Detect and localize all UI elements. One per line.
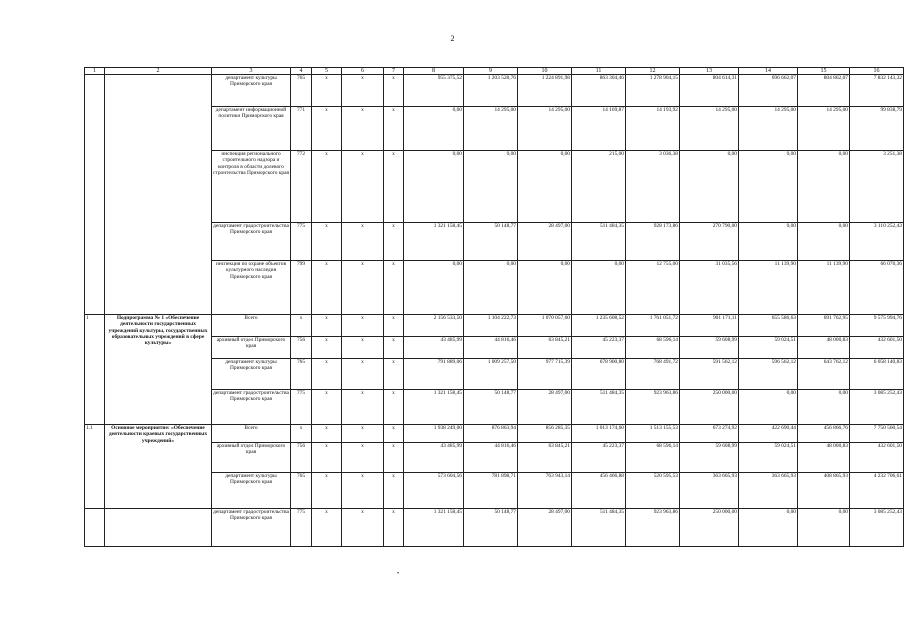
section-cell: x xyxy=(312,75,342,107)
target-article-cell: x xyxy=(342,107,384,151)
amount-cell: 14 295,00 xyxy=(739,107,798,151)
target-article-cell: x xyxy=(342,359,384,390)
amount-cell: 804 862,07 xyxy=(798,75,850,107)
amount-cell: 0,00 xyxy=(798,223,850,261)
executor-cell: архивный отдел Приморского края xyxy=(212,443,291,473)
amount-cell: 1 761 051,72 xyxy=(626,315,680,337)
column-number-cell: 8 xyxy=(404,68,464,75)
section-cell: x xyxy=(312,151,342,223)
amount-cell: 511 484,35 xyxy=(572,390,626,425)
expense-type-cell: x xyxy=(384,509,404,547)
executor-cell: архивный отдел Приморского края xyxy=(212,337,291,359)
amount-cell: 678 900,80 xyxy=(572,359,626,390)
amount-cell: 591 562,12 xyxy=(680,359,739,390)
expense-type-cell: x xyxy=(384,223,404,261)
amount-cell: 28 497,00 xyxy=(518,509,572,547)
amount-cell: 923 963,86 xyxy=(626,509,680,547)
amount-cell: 43 485,99 xyxy=(404,443,464,473)
amount-cell: 3 251,38 xyxy=(850,151,904,223)
amount-cell: 3 110 252,43 xyxy=(850,223,904,261)
row-number-cell: 1 xyxy=(85,315,105,425)
column-number-cell: 13 xyxy=(680,68,739,75)
amount-cell: 363 665,93 xyxy=(739,473,798,509)
column-number-cell: 6 xyxy=(342,68,384,75)
column-number-cell: 1 xyxy=(85,68,105,75)
expense-type-cell: x xyxy=(384,315,404,337)
table-body xyxy=(85,68,904,547)
target-article-cell: x xyxy=(342,443,384,473)
amount-cell: 901 171,11 xyxy=(680,315,739,337)
amount-cell: 0,00 xyxy=(404,107,464,151)
program-title-cell xyxy=(105,75,212,315)
amount-cell: 3 036,38 xyxy=(626,151,680,223)
table-row xyxy=(85,425,904,443)
executor-cell: департамент культуры Приморского края xyxy=(212,75,291,107)
amount-cell: 804 614,31 xyxy=(680,75,739,107)
amount-cell: 1 013 174,60 xyxy=(572,425,626,443)
section-cell: x xyxy=(312,473,342,509)
amount-cell: 768 491,72 xyxy=(626,359,680,390)
amount-cell: 0,00 xyxy=(739,509,798,547)
target-article-cell: x xyxy=(342,75,384,107)
executor-cell: департамент культуры Приморского края xyxy=(212,359,291,390)
amount-cell: 691 762,95 xyxy=(798,315,850,337)
amount-cell: 1 278 904,15 xyxy=(626,75,680,107)
expense-type-cell: x xyxy=(384,473,404,509)
section-cell: x xyxy=(312,261,342,315)
amount-cell: 422 690,44 xyxy=(739,425,798,443)
table-row xyxy=(85,509,904,547)
amount-cell: 573 604,56 xyxy=(404,473,464,509)
target-article-cell: x xyxy=(342,425,384,443)
amount-cell: 456 466,88 xyxy=(572,473,626,509)
amount-cell: 63 845,21 xyxy=(518,443,572,473)
amount-cell: 43 485,99 xyxy=(404,337,464,359)
expense-type-cell: x xyxy=(384,390,404,425)
amount-cell: 7 832 143,32 xyxy=(850,75,904,107)
amount-cell: 511 484,35 xyxy=(572,509,626,547)
amount-cell: 0,00 xyxy=(739,151,798,223)
column-number-cell: 14 xyxy=(739,68,798,75)
amount-cell: 781 898,71 xyxy=(464,473,518,509)
amount-cell: 45 223,37 xyxy=(572,337,626,359)
amount-cell: 68 596,14 xyxy=(626,443,680,473)
code-cell: 775 xyxy=(291,390,312,425)
amount-cell: 50 148,77 xyxy=(464,223,518,261)
target-article-cell: x xyxy=(342,315,384,337)
amount-cell: 7 750 560,54 xyxy=(850,425,904,443)
amount-cell: 0,00 xyxy=(518,151,572,223)
amount-cell: 1 321 158,45 xyxy=(404,223,464,261)
amount-cell: 0,00 xyxy=(464,151,518,223)
expense-type-cell: x xyxy=(384,425,404,443)
column-number-cell: 15 xyxy=(798,68,850,75)
amount-cell: 11 139,90 xyxy=(798,261,850,315)
amount-cell: 456 866,76 xyxy=(798,425,850,443)
column-number-cell: 4 xyxy=(291,68,312,75)
amount-cell: 0,00 xyxy=(404,151,464,223)
section-cell: x xyxy=(312,443,342,473)
amount-cell: 923 963,86 xyxy=(626,390,680,425)
column-number-cell: 9 xyxy=(464,68,518,75)
amount-cell: 0,00 xyxy=(680,151,739,223)
amount-cell: 28 497,00 xyxy=(518,390,572,425)
section-cell: x xyxy=(312,315,342,337)
amount-cell: 59 608,99 xyxy=(680,443,739,473)
target-article-cell: x xyxy=(342,337,384,359)
target-article-cell: x xyxy=(342,390,384,425)
section-cell: x xyxy=(312,107,342,151)
amount-cell: 696 662,07 xyxy=(739,75,798,107)
section-cell: x xyxy=(312,509,342,547)
section-cell: x xyxy=(312,359,342,390)
amount-cell: 955 375,52 xyxy=(404,75,464,107)
amount-cell: 643 762,12 xyxy=(798,359,850,390)
amount-cell: 14 295,00 xyxy=(464,107,518,151)
amount-cell: 31 035,56 xyxy=(680,261,739,315)
executor-cell: департамент градостроительства Приморского края xyxy=(212,390,291,425)
amount-cell: 250 000,00 xyxy=(680,509,739,547)
amount-cell: 1 203 528,76 xyxy=(464,75,518,107)
amount-cell: 50 148,77 xyxy=(464,509,518,547)
code-cell: 799 xyxy=(291,261,312,315)
row-number-cell xyxy=(85,75,105,315)
amount-cell: 44 816,46 xyxy=(464,443,518,473)
amount-cell: 408 865,93 xyxy=(798,473,850,509)
amount-cell: 14 193,92 xyxy=(626,107,680,151)
amount-cell: 763 943,14 xyxy=(518,473,572,509)
section-cell: x xyxy=(312,223,342,261)
amount-cell: 856 285,35 xyxy=(518,425,572,443)
amount-cell: 432 601,50 xyxy=(850,443,904,473)
code-cell: 775 xyxy=(291,509,312,547)
expense-type-cell: x xyxy=(384,337,404,359)
program-title-cell: Основное мероприятие: «Обеспечение деятельности краевых государственных учреждений» xyxy=(105,425,212,509)
program-title-cell xyxy=(105,509,212,547)
code-cell: 771 xyxy=(291,107,312,151)
table-row xyxy=(85,75,904,107)
amount-cell: 1 321 158,45 xyxy=(404,390,464,425)
column-number-cell: 2 xyxy=(105,68,212,75)
amount-cell: 673 274,92 xyxy=(680,425,739,443)
amount-cell: 791 889,06 xyxy=(404,359,464,390)
amount-cell: 1 009 257,50 xyxy=(464,359,518,390)
amount-cell: 3 085 252,43 xyxy=(850,509,904,547)
amount-cell: 3 085 252,43 xyxy=(850,390,904,425)
amount-cell: 0,00 xyxy=(464,261,518,315)
expense-type-cell: x xyxy=(384,75,404,107)
column-number-cell: 12 xyxy=(626,68,680,75)
executor-cell: Всего xyxy=(212,315,291,337)
amount-cell: 876 863,94 xyxy=(464,425,518,443)
row-number-cell: 1.1 xyxy=(85,425,105,509)
expense-type-cell: x xyxy=(384,359,404,390)
target-article-cell: x xyxy=(342,261,384,315)
stray-mark: • xyxy=(397,571,400,577)
amount-cell: 14 295,00 xyxy=(518,107,572,151)
code-cell: x xyxy=(291,315,312,337)
amount-cell: 0,00 xyxy=(798,390,850,425)
expense-type-cell: x xyxy=(384,443,404,473)
section-cell: x xyxy=(312,337,342,359)
amount-cell: 11 139,90 xyxy=(739,261,798,315)
amount-cell: 6 058 140,83 xyxy=(850,359,904,390)
amount-cell: 14 295,00 xyxy=(798,107,850,151)
executor-cell: инспекция регионального строительного надзора и контроля в области долевого строительства Приморского края xyxy=(212,151,291,223)
code-cell: 765 xyxy=(291,75,312,107)
amount-cell: 48 000,83 xyxy=(798,337,850,359)
amount-cell: 66 070,36 xyxy=(850,261,904,315)
budget-table xyxy=(84,67,904,547)
amount-cell: 2 156 533,50 xyxy=(404,315,464,337)
amount-cell: 48 000,83 xyxy=(798,443,850,473)
executor-cell: департамент градостроительства Приморского края xyxy=(212,223,291,261)
amount-cell: 1 938 249,00 xyxy=(404,425,464,443)
amount-cell: 50 148,77 xyxy=(464,390,518,425)
amount-cell: 0,00 xyxy=(798,509,850,547)
amount-cell: 0,00 xyxy=(518,261,572,315)
amount-cell: 0,00 xyxy=(798,151,850,223)
amount-cell: 1 070 057,60 xyxy=(518,315,572,337)
table-row xyxy=(85,315,904,337)
expense-type-cell: x xyxy=(384,261,404,315)
column-number-cell: 3 xyxy=(212,68,291,75)
amount-cell: 1 321 158,45 xyxy=(404,509,464,547)
target-article-cell: x xyxy=(342,509,384,547)
amount-cell: 1 513 155,53 xyxy=(626,425,680,443)
amount-cell: 655 586,63 xyxy=(739,315,798,337)
expense-type-cell: x xyxy=(384,107,404,151)
amount-cell: 9 575 994,76 xyxy=(850,315,904,337)
amount-cell: 0,00 xyxy=(572,261,626,315)
section-cell: x xyxy=(312,390,342,425)
amount-cell: 215,00 xyxy=(572,151,626,223)
amount-cell: 14 169,87 xyxy=(572,107,626,151)
code-cell: 772 xyxy=(291,151,312,223)
code-cell: 756 xyxy=(291,337,312,359)
column-number-row xyxy=(85,68,904,75)
code-cell: 765 xyxy=(291,473,312,509)
amount-cell: 0,00 xyxy=(739,390,798,425)
code-cell: x xyxy=(291,425,312,443)
column-number-cell: 5 xyxy=(312,68,342,75)
executor-cell: Всего xyxy=(212,425,291,443)
amount-cell: 432 601,50 xyxy=(850,337,904,359)
executor-cell: департамент культуры Приморского края xyxy=(212,473,291,509)
amount-cell: 0,00 xyxy=(404,261,464,315)
amount-cell: 14 295,00 xyxy=(680,107,739,151)
amount-cell: 863 304,46 xyxy=(572,75,626,107)
amount-cell: 363 665,93 xyxy=(680,473,739,509)
column-number-cell: 10 xyxy=(518,68,572,75)
amount-cell: 520 595,53 xyxy=(626,473,680,509)
section-cell: x xyxy=(312,425,342,443)
code-cell: 756 xyxy=(291,443,312,473)
code-cell: 775 xyxy=(291,223,312,261)
amount-cell: 596 562,12 xyxy=(739,359,798,390)
amount-cell: 977 715,39 xyxy=(518,359,572,390)
amount-cell: 59 608,99 xyxy=(680,337,739,359)
amount-cell: 12 755,00 xyxy=(626,261,680,315)
target-article-cell: x xyxy=(342,223,384,261)
column-number-cell: 16 xyxy=(850,68,904,75)
executor-cell: инспекция по охране объектов культурного наследия Приморского края xyxy=(212,261,291,315)
code-cell: 765 xyxy=(291,359,312,390)
amount-cell: 1 235 608,52 xyxy=(572,315,626,337)
amount-cell: 270 790,00 xyxy=(680,223,739,261)
page-number: 2 xyxy=(450,34,455,43)
executor-cell: департамент информационной политики Приморского края xyxy=(212,107,291,151)
amount-cell: 59 024,51 xyxy=(739,337,798,359)
amount-cell: 1 104 222,73 xyxy=(464,315,518,337)
target-article-cell: x xyxy=(342,151,384,223)
column-number-cell: 7 xyxy=(384,68,404,75)
executor-cell: департамент градостроительства Приморского края xyxy=(212,509,291,547)
amount-cell: 63 845,21 xyxy=(518,337,572,359)
amount-cell: 68 596,14 xyxy=(626,337,680,359)
column-number-cell: 11 xyxy=(572,68,626,75)
amount-cell: 4 232 706,61 xyxy=(850,473,904,509)
program-title-cell: Подпрограмма № 1 «Обеспечение деятельности государственных учреждений культуры, государственных образовательных учреждений в сфере культуры» xyxy=(105,315,212,425)
amount-cell: 45 223,37 xyxy=(572,443,626,473)
amount-cell: 59 024,51 xyxy=(739,443,798,473)
row-number-cell xyxy=(85,509,105,547)
amount-cell: 511 484,35 xyxy=(572,223,626,261)
amount-cell: 44 816,46 xyxy=(464,337,518,359)
amount-cell: 1 224 891,98 xyxy=(518,75,572,107)
amount-cell: 928 173,86 xyxy=(626,223,680,261)
amount-cell: 99 838,79 xyxy=(850,107,904,151)
amount-cell: 250 000,00 xyxy=(680,390,739,425)
target-article-cell: x xyxy=(342,473,384,509)
amount-cell: 28 497,00 xyxy=(518,223,572,261)
amount-cell: 0,00 xyxy=(739,223,798,261)
expense-type-cell: x xyxy=(384,151,404,223)
